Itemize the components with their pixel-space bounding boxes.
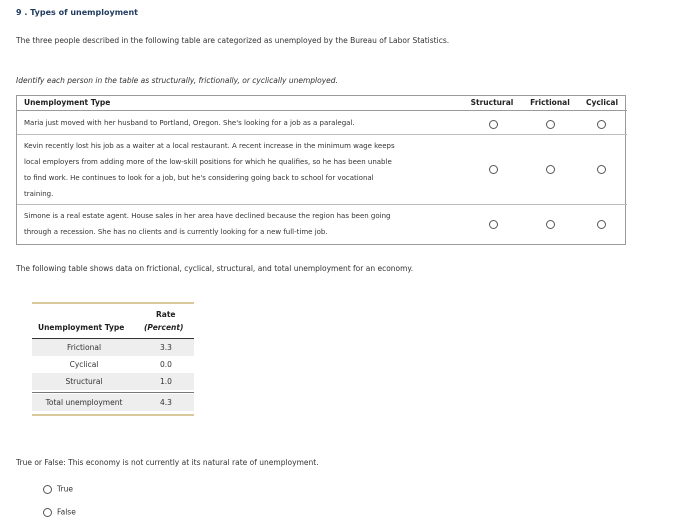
simone-frictional-radio[interactable] xyxy=(546,220,555,229)
option-label: False xyxy=(57,507,76,517)
total-label: Total unemployment xyxy=(45,398,123,407)
question-intro: The three people described in the following table are categorized as unemployed by the Bureau of Labor Statistics. xyxy=(16,36,450,45)
kevin-structural-radio[interactable] xyxy=(489,165,498,174)
row-label: Structural xyxy=(65,377,103,386)
true-false-question: True or False: This economy is not currently at its natural rate of unemployment. xyxy=(16,458,319,467)
simone-cyclical-radio[interactable] xyxy=(597,220,606,229)
row-value: 1.0 xyxy=(160,377,172,386)
simone-structural-radio[interactable] xyxy=(489,220,498,229)
table-row xyxy=(17,113,627,133)
unemployment-type-header: Unemployment Type xyxy=(38,323,125,332)
desc-line: Simone is a real estate agent. House sales in her area have declined because the region has been going xyxy=(24,212,391,220)
data-table-intro: The following table shows data on frictional, cyclical, structural, and total unemployment for an economy. xyxy=(16,264,414,273)
table-top-rule xyxy=(32,302,194,304)
desc-line: Kevin recently lost his job as a waiter at a local restaurant. A recent increase in the minimum wage keeps xyxy=(24,142,395,150)
table-row xyxy=(32,373,194,390)
unemployment-type-header: Unemployment Type xyxy=(24,98,111,107)
table-bottom-rule xyxy=(32,414,194,416)
table-row xyxy=(32,356,194,373)
desc-line: local employers from adding more of the low-skill positions for which he qualifies, so he has been unable xyxy=(24,158,392,166)
desc-line: through a recession. She has no clients and is currently looking for a new full-time job. xyxy=(24,228,328,236)
maria-frictional-radio[interactable] xyxy=(546,120,555,129)
option-label: True xyxy=(57,484,73,494)
true-radio[interactable] xyxy=(43,485,52,494)
row-label: Cyclical xyxy=(69,360,99,369)
row-description-simone xyxy=(24,208,454,240)
table-row xyxy=(32,339,194,356)
row-value: 0.0 xyxy=(160,360,172,369)
question-instructions: Identify each person in the table as structurally, frictionally, or cyclically unemployed. xyxy=(16,76,338,85)
row-description-maria xyxy=(24,115,454,131)
maria-cyclical-radio[interactable] xyxy=(597,120,606,129)
desc-line: training. xyxy=(24,190,54,198)
total-value: 4.3 xyxy=(160,398,172,407)
frictional-column-header: Frictional xyxy=(530,98,570,107)
option-false[interactable] xyxy=(43,507,76,517)
desc-line: to find work. He continues to look for a job, but he's considering going back to school for vocational xyxy=(24,174,374,182)
table-row xyxy=(17,134,627,204)
kevin-cyclical-radio[interactable] xyxy=(597,165,606,174)
rate-header: Rate xyxy=(156,310,176,319)
question-title: 9 . Types of unemployment xyxy=(16,8,138,17)
percent-header: (Percent) xyxy=(144,323,184,332)
unemployment-rate-table xyxy=(32,302,194,416)
row-description-kevin xyxy=(24,138,454,202)
total-rule xyxy=(32,392,194,393)
maria-structural-radio[interactable] xyxy=(489,120,498,129)
classification-table xyxy=(16,95,626,245)
structural-column-header: Structural xyxy=(470,98,514,107)
cyclical-column-header: Cyclical xyxy=(585,98,619,107)
classification-table-header xyxy=(17,96,627,111)
table-row xyxy=(17,204,627,245)
option-true[interactable] xyxy=(43,484,73,494)
row-value: 3.3 xyxy=(160,343,172,352)
desc-line: Maria just moved with her husband to Portland, Oregon. She's looking for a job as a paralegal. xyxy=(24,119,355,127)
row-label: Frictional xyxy=(66,343,102,352)
total-row xyxy=(32,394,194,411)
kevin-frictional-radio[interactable] xyxy=(546,165,555,174)
false-radio[interactable] xyxy=(43,508,52,517)
